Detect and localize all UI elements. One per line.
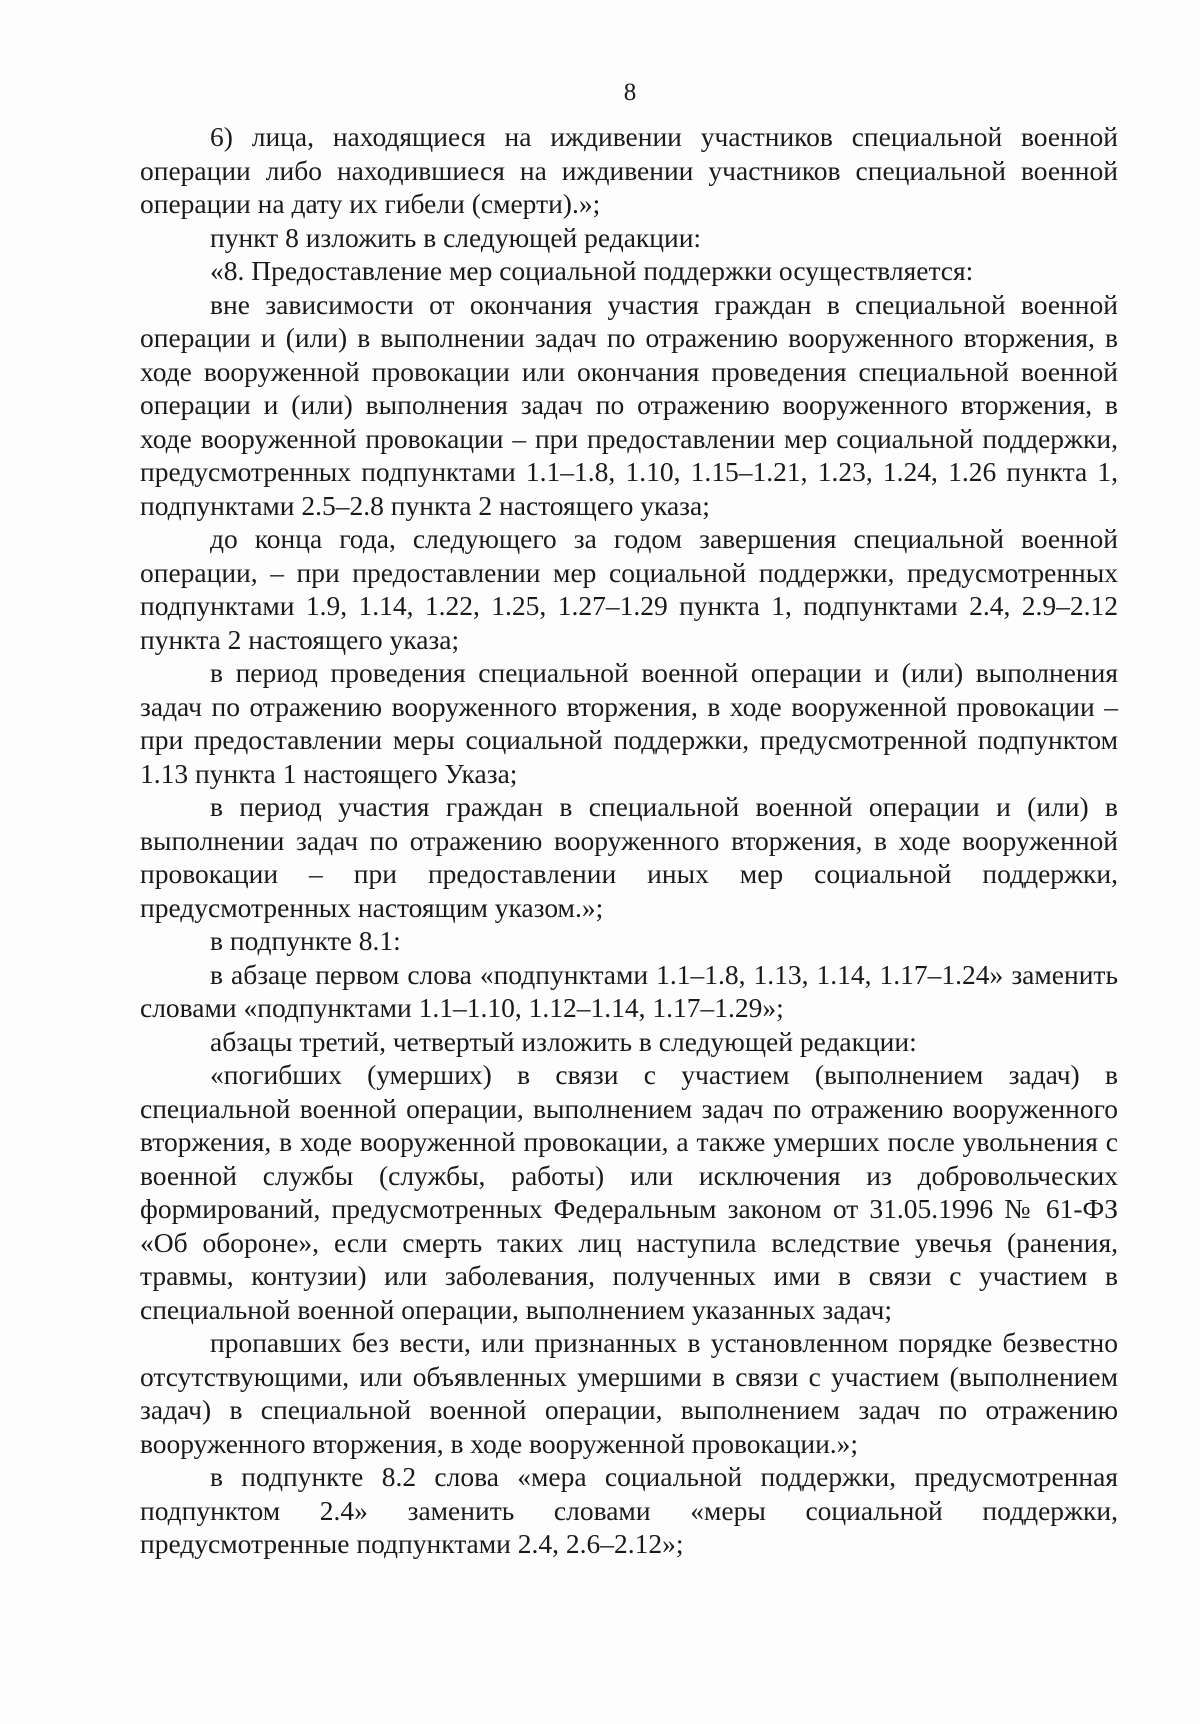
paragraph-until-year-end: до конца года, следующего за годом завершения специальной военной операции, – при предоставлении мер социальной поддержки, предусмотренных подпунктами 1.9, 1.14, 1.22, 1.25, 1.27–1.29 пункта 1, подпунктами 2.4, 2.9–2.12 пункта 2 настоящего указа; [140,523,1118,655]
paragraph-deceased: «погибших (умерших) в связи с участием (выполнением задач) в специальной военной операции, выполнением задач по отражению вооруженного вторжения, в ходе вооруженной провокации, а также умерших после увольнения с военной службы (службы, работы) или исключения из добровольческих формирований, предусмотренных Федеральным законом от 31.05.1996 № 61-ФЗ «Об обороне», если смерть таких лиц наступила вследствие увечья (ранения, травмы, контузии) или заболевания, полученных ими в связи с участием в специальной военной операции, выполнением указанных задач; [140,1059,1118,1325]
paragraph-regardless-of-end: вне зависимости от окончания участия граждан в специальной военной операции и (или) в выполнении задач по отражению вооруженного вторжения, в ходе вооруженной провокации или окончания проведения специальной военной операции и (или) выполнения задач по отражению вооруженного вторжения, в ходе вооруженной провокации – при предоставлении мер социальной поддержки, предусмотренных подпунктами 1.1–1.8, 1.10, 1.15–1.21, 1.23, 1.24, 1.26 пункта 1, подпунктами 2.5–2.8 пункта 2 настоящего указа; [140,288,1118,521]
paragraph-point-8-heading: «8. Предоставление мер социальной поддержки осуществляется: [210,255,974,286]
paragraph-third-fourth-abzac: абзацы третий, четвертый изложить в следующей редакции: [210,1025,917,1057]
paragraph-subitem-6: 6) лица, находящиеся на иждивении участников специальной военной операции либо находившиеся на иждивении участников специальной военной операции на дату их гибели (смерти).»; [140,121,1118,219]
paragraph-during-participation: в период участия граждан в специальной военной операции и (или) в выполнении задач по отражению вооруженного вторжения, в ходе вооруженной провокации – при предоставлении иных мер социальной поддержки, предусмотренных настоящим указом.»; [140,791,1118,923]
paragraph-subpoint-8-1: в подпункте 8.1: [210,925,401,956]
paragraph-during-operation: в период проведения специальной военной операции и (или) выполнения задач по отражению вооруженного вторжения, в ходе вооруженной провокации – при предоставлении меры социальной поддержки, предусмотренной подпунктом 1.13 пункта 1 настоящего Указа; [140,657,1118,789]
page-number: 8 [623,79,637,106]
paragraph-first-abzac: в абзаце первом слова «подпунктами 1.1–1.8, 1.13, 1.14, 1.17–1.24» заменить словами «подпунктами 1.1–1.10, 1.12–1.14, 1.17–1.29»; [140,958,1118,1023]
paragraph-missing: пропавших без вести, или признанных в установленном порядке безвестно отсутствующими, или объявленных умершими в связи с участием (выполнением задач) в специальной военной операции, выполнением задач по отражению вооруженного вторжения, в ходе вооруженной провокации.»; [140,1327,1118,1459]
paragraph-point-8-instruction: пункт 8 изложить в следующей редакции: [210,221,702,253]
document-body [140,120,1118,1561]
paragraph-subpoint-8-2: в подпункте 8.2 слова «мера социальной поддержки, предусмотренная подпунктом 2.4» заменить словами «меры социальной поддержки, предусмотренные подпунктами 2.4, 2.6–2.12»; [140,1461,1118,1559]
